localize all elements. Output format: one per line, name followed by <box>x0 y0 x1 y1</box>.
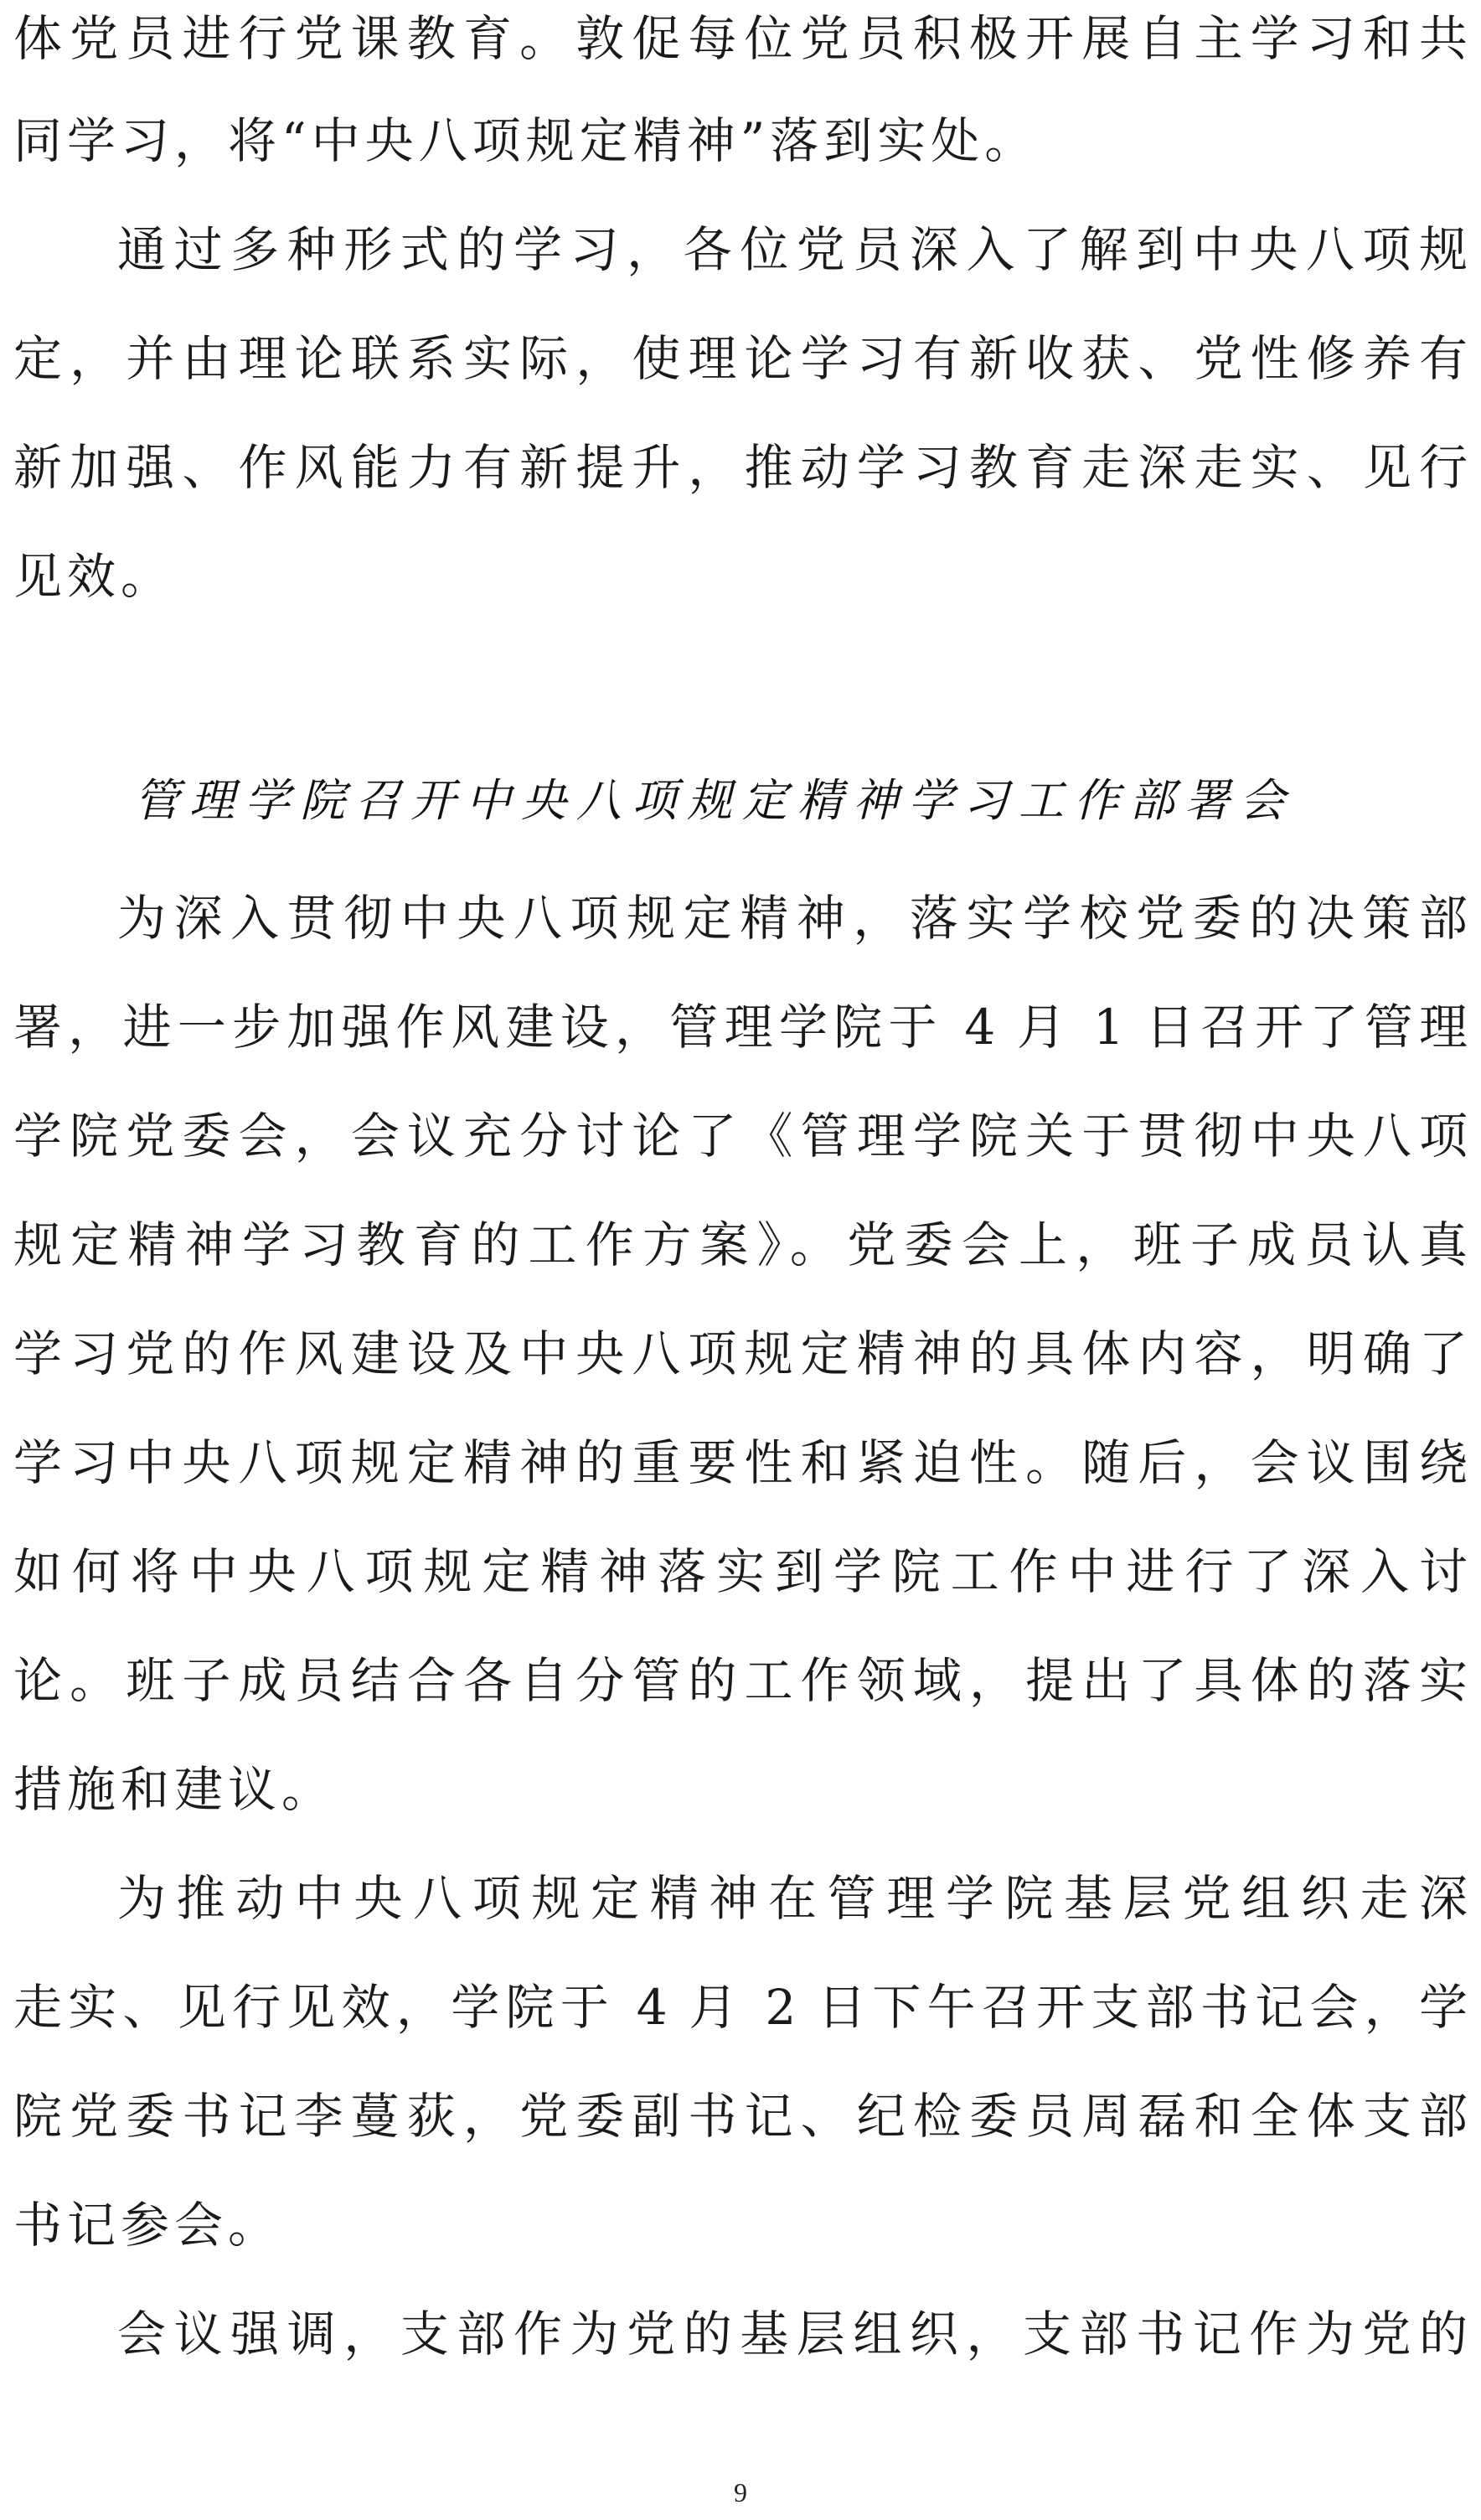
paragraph-line: 走实、见行见效，学院于 4 月 2 日下午召开支部书记会，学 <box>13 1979 1468 2036</box>
paragraph-line: 署，进一步加强作风建设，管理学院于 4 月 1 日召开了管理 <box>13 999 1468 1056</box>
section-heading: 管理学院召开中央八项规定精神学习工作部署会 <box>134 774 1295 827</box>
paragraph-line: 为深入贯彻中央八项规定精神，落实学校党委的决策部 <box>117 890 1468 947</box>
paragraph-line: 书记参会。 <box>13 2197 282 2254</box>
paragraph-line: 规定精神学习教育的工作方案》。党委会上，班子成员认真 <box>13 1216 1468 1273</box>
paragraph-line: 见效。 <box>13 548 175 605</box>
paragraph-line: 措施和建议。 <box>13 1761 336 1818</box>
paragraph-line: 会议强调，支部作为党的基层组织，支部书记作为党的 <box>117 2306 1468 2362</box>
paragraph-line: 论。班子成员结合各自分管的工作领域，提出了具体的落实 <box>13 1652 1468 1709</box>
paragraph-line: 定，并由理论联系实际，使理论学习有新收获、党性修养有 <box>13 330 1468 387</box>
paragraph-line: 院党委书记李蔓荻，党委副书记、纪检委员周磊和全体支部 <box>13 2088 1468 2145</box>
paragraph-line: 学院党委会，会议充分讨论了《管理学院关于贯彻中央八项 <box>13 1108 1468 1164</box>
paragraph-line: 学习中央八项规定精神的重要性和紧迫性。随后，会议围绕 <box>13 1434 1468 1491</box>
paragraph-line: 学习党的作风建设及中央八项规定精神的具体内容，明确了 <box>13 1325 1468 1382</box>
paragraph-line: 新加强、作风能力有新提升，推动学习教育走深走实、见行 <box>13 439 1468 496</box>
paragraph-line: 通过多种形式的学习，各位党员深入了解到中央八项规 <box>117 221 1468 278</box>
paragraph-line: 如何将中央八项规定精神落实到学院工作中进行了深入讨 <box>13 1543 1468 1600</box>
page-number: 9 <box>734 2477 747 2507</box>
paragraph-line: 为推动中央八项规定精神在管理学院基层党组织走深 <box>117 1870 1468 1927</box>
paragraph-line: 同学习，将“中央八项规定精神”落到实处。 <box>13 112 1039 169</box>
paragraph-line: 体党员进行党课教育。敦促每位党员积极开展自主学习和共 <box>13 10 1468 67</box>
